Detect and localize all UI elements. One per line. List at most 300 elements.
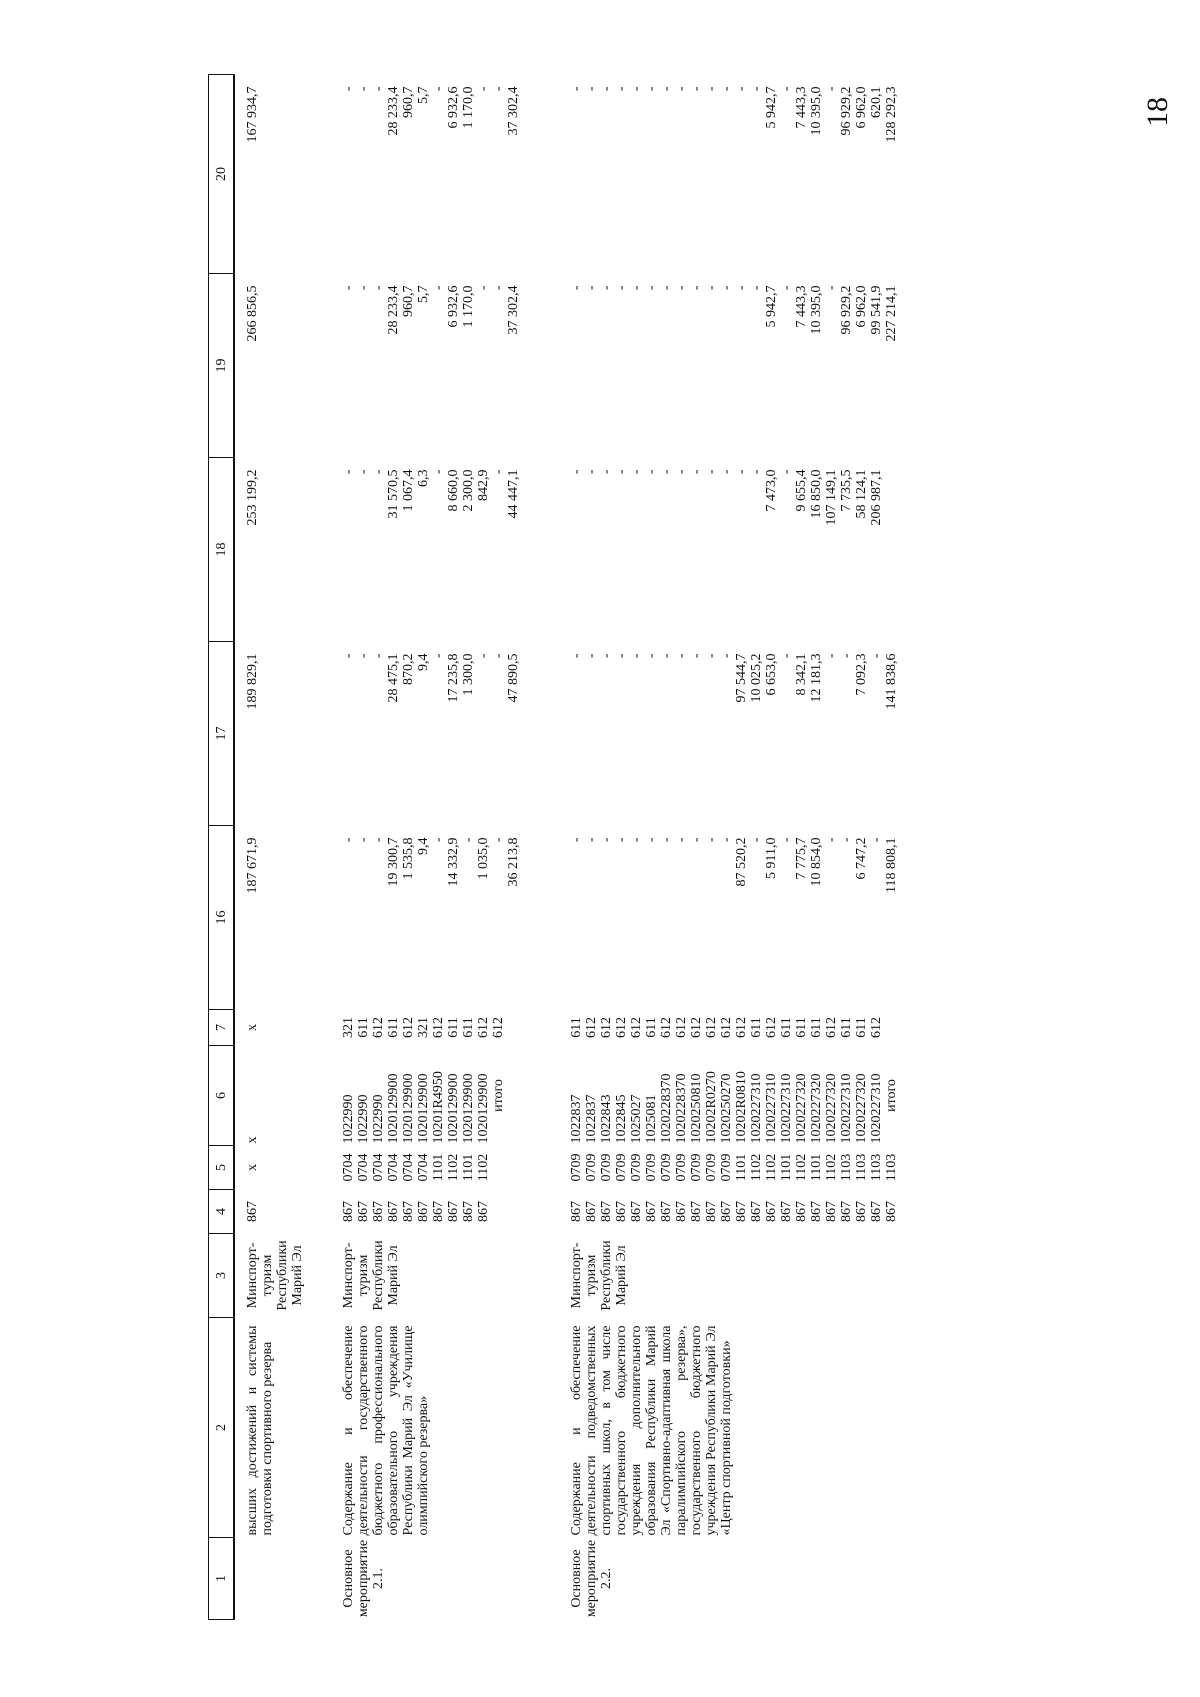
column-header-19: 19	[209, 274, 235, 458]
cell-line: 1020228370	[659, 1073, 674, 1144]
cell-line: 10 395,0	[809, 86, 824, 136]
table-row	[565, 75, 899, 1620]
cell-line: 1022990	[371, 1094, 386, 1144]
cell-line: 867	[689, 1201, 704, 1222]
cell-line: 867	[719, 1201, 734, 1222]
cell-line: итого	[884, 1079, 899, 1112]
cell-line: 0704	[416, 1153, 431, 1182]
cell-line: -	[869, 653, 884, 659]
cell-line: -	[644, 469, 659, 475]
cell-col-18	[234, 458, 337, 642]
cell-line: 12 181,3	[809, 653, 824, 703]
cell-line: 612	[704, 1017, 719, 1038]
column-header-1: 1	[209, 1538, 235, 1620]
cell-line: -	[431, 469, 446, 475]
cell-line: -	[584, 837, 599, 843]
cell-line: -	[341, 86, 356, 92]
cell-line: -	[584, 653, 599, 659]
cell-line: -	[569, 285, 584, 291]
cell-line: 96 929,2	[839, 285, 854, 335]
cell-line: 0709	[659, 1153, 674, 1182]
cell-line: 867	[644, 1201, 659, 1222]
column-header-7: 7	[209, 1010, 235, 1046]
cell-line: 2 300,0	[461, 469, 476, 512]
cell-line: 611	[749, 1017, 764, 1038]
cell-line: 1022837	[584, 1094, 599, 1144]
cell-line: 1 170,0	[461, 285, 476, 328]
cell-line: 611	[809, 1017, 824, 1038]
cell-line: 37 302,4	[506, 285, 521, 335]
cell-line: 1 300,0	[461, 653, 476, 696]
cell-line: 28 475,1	[386, 653, 401, 703]
cell-line: 1102	[446, 1153, 461, 1182]
cell-line: -	[476, 285, 491, 291]
cell-col-1: Основное мероприятие 2.1.	[341, 1539, 386, 1618]
cell-line: 7 443,3	[794, 285, 809, 328]
cell-line: 1101	[734, 1153, 749, 1182]
cell-col-5	[337, 1146, 565, 1190]
cell-line: 867	[704, 1201, 719, 1222]
cell-line: 0709	[584, 1153, 599, 1182]
cell-line: 870,2	[401, 653, 416, 685]
cell-line: 612	[764, 1017, 779, 1038]
cell-line: 612	[629, 1017, 644, 1038]
cell-line: 16 850,0	[809, 469, 824, 519]
cell-line: 611	[569, 1017, 584, 1038]
cell-col-16	[234, 826, 337, 1010]
cell-line: -	[476, 86, 491, 92]
cell-line: -	[371, 285, 386, 291]
page-number: 18	[1141, 97, 1174, 127]
cell-line: -	[719, 86, 734, 92]
cell-line: 1101	[461, 1153, 476, 1182]
cell-line: -	[599, 653, 614, 659]
cell-line: -	[734, 86, 749, 92]
cell-line: 47 890,5	[506, 653, 521, 703]
column-header-2: 2	[209, 1318, 235, 1538]
cell-line: 0709	[599, 1153, 614, 1182]
cell-line: 14 332,9	[446, 837, 461, 887]
cell-line: 867	[431, 1201, 446, 1222]
cell-line: х	[245, 1164, 260, 1171]
cell-line: 17 235,8	[446, 653, 461, 703]
cell-line: 867	[869, 1201, 884, 1222]
cell-line: -	[719, 469, 734, 475]
cell-line: 0709	[644, 1153, 659, 1182]
cell-line: 612	[719, 1017, 734, 1038]
cell-line: -	[704, 653, 719, 659]
column-header-16: 16	[209, 826, 235, 1010]
cell-line: -	[824, 653, 839, 659]
cell-line: -	[749, 285, 764, 291]
cell-line: -	[734, 469, 749, 475]
cell-line: 960,7	[401, 285, 416, 317]
cell-line: -	[356, 469, 371, 475]
cell-line: 6 747,2	[854, 837, 869, 880]
cell-col-17	[337, 642, 565, 826]
cell-line: 611	[386, 1017, 401, 1038]
cell-line: -	[734, 285, 749, 291]
cell-col-3: Минспорт-туризм Республики Марий Эл	[341, 1240, 401, 1311]
cell-line: 1020227320	[794, 1073, 809, 1144]
cell-line: 1103	[839, 1153, 854, 1182]
cell-line: 611	[644, 1017, 659, 1038]
cell-line: 6,3	[416, 469, 431, 487]
cell-line: 612	[476, 1017, 491, 1038]
cell-line: -	[659, 469, 674, 475]
cell-line: 31 570,5	[386, 469, 401, 519]
cell-line: 1020129900	[476, 1073, 491, 1144]
cell-line: 107 149,1	[824, 469, 839, 526]
cell-line: 1102	[824, 1153, 839, 1182]
cell-line: -	[371, 837, 386, 843]
cell-line: итого	[491, 1079, 506, 1112]
cell-line: -	[629, 653, 644, 659]
cell-col-6	[565, 1046, 899, 1146]
cell-line: -	[659, 86, 674, 92]
column-header-6: 6	[209, 1046, 235, 1146]
column-header-3: 3	[209, 1234, 235, 1318]
cell-line: -	[689, 285, 704, 291]
table-body	[234, 75, 899, 1620]
cell-line: 99 541,9	[869, 285, 884, 335]
cell-col-4	[337, 1190, 565, 1234]
header-row	[209, 75, 235, 1620]
cell-line: 28 233,4	[386, 86, 401, 136]
cell-line: 321	[341, 1017, 356, 1038]
cell-line: 620,1	[869, 86, 884, 118]
cell-line: -	[476, 653, 491, 659]
cell-line: 128 292,3	[884, 86, 899, 143]
cell-line: -	[674, 653, 689, 659]
cell-line: 611	[356, 1017, 371, 1038]
cell-col-5	[565, 1146, 899, 1190]
cell-line: 0709	[614, 1153, 629, 1182]
cell-line: -	[569, 837, 584, 843]
cell-line: 10 025,2	[749, 653, 764, 703]
cell-line: 10201R4950	[431, 1071, 446, 1144]
cell-line: -	[719, 837, 734, 843]
cell-line: 0709	[719, 1153, 734, 1182]
cell-line: -	[644, 285, 659, 291]
cell-line: 611	[794, 1017, 809, 1038]
cell-col-20	[565, 75, 899, 274]
cell-line: 842,9	[476, 469, 491, 501]
cell-line: -	[779, 653, 794, 659]
cell-line: 1020129900	[446, 1073, 461, 1144]
cell-line: 1102	[749, 1153, 764, 1182]
cell-line: 867	[584, 1201, 599, 1222]
cell-line: 7 775,7	[794, 837, 809, 880]
cell-line: 1 035,0	[476, 837, 491, 880]
cell-line: -	[431, 653, 446, 659]
cell-line: 612	[674, 1017, 689, 1038]
cell-line: 867	[461, 1201, 476, 1222]
cell-line: -	[356, 653, 371, 659]
cell-line: 1022843	[599, 1094, 614, 1144]
cell-line: 867	[794, 1201, 809, 1222]
cell-line: 611	[446, 1017, 461, 1038]
cell-line: -	[689, 837, 704, 843]
cell-line: -	[704, 285, 719, 291]
cell-line: 1020227310	[779, 1073, 794, 1144]
cell-line: 867	[446, 1201, 461, 1222]
cell-line: 867	[245, 1201, 260, 1222]
cell-line: 612	[401, 1017, 416, 1038]
cell-line: -	[689, 469, 704, 475]
cell-line: -	[674, 469, 689, 475]
table-row	[337, 75, 565, 1620]
cell-line: 867	[734, 1201, 749, 1222]
cell-line: 867	[614, 1201, 629, 1222]
cell-line: 1020227310	[839, 1073, 854, 1144]
cell-line: 1022990	[341, 1094, 356, 1144]
cell-col-7	[234, 1010, 337, 1046]
cell-col-19	[565, 274, 899, 458]
cell-line: 1020250810	[689, 1073, 704, 1144]
cell-line: -	[614, 86, 629, 92]
cell-line: -	[599, 837, 614, 843]
cell-line: -	[584, 86, 599, 92]
cell-line: -	[674, 86, 689, 92]
cell-line: -	[341, 469, 356, 475]
cell-line: 1025081	[644, 1094, 659, 1144]
cell-line: -	[644, 837, 659, 843]
cell-col-2: Содержание и обеспечение деятельности подведомственных спортивных школ, в том числе государственного бюджетного учреждения дополнительного образования Республики Марий Эл «Спортивно-адаптивная школа паралимпийского резерва», государственного бюджетного учреждения Республики Марий Эл «Центр спортивной подготовки»	[569, 1325, 734, 1536]
cell-line: 10202R0270	[704, 1071, 719, 1144]
cell-line: 0709	[674, 1153, 689, 1182]
cell-line: -	[839, 653, 854, 659]
cell-line: 187 671,9	[245, 837, 260, 894]
cell-line: 611	[779, 1017, 794, 1038]
cell-line: -	[644, 86, 659, 92]
cell-line: 611	[854, 1017, 869, 1038]
cell-col-19	[234, 274, 337, 458]
cell-line: -	[629, 285, 644, 291]
cell-col-18	[337, 458, 565, 642]
cell-line: 1022837	[569, 1094, 584, 1144]
cell-line: -	[614, 837, 629, 843]
cell-line: -	[689, 86, 704, 92]
cell-col-17	[234, 642, 337, 826]
cell-line: 1101	[809, 1153, 824, 1182]
cell-line: 1101	[779, 1153, 794, 1182]
cell-line: 1020250270	[719, 1073, 734, 1144]
cell-line: 227 214,1	[884, 285, 899, 342]
cell-line: 612	[491, 1017, 506, 1038]
cell-line: 867	[401, 1201, 416, 1222]
cell-line: -	[431, 285, 446, 291]
cell-line: -	[431, 837, 446, 843]
cell-line: -	[719, 285, 734, 291]
cell-col-4	[565, 1190, 899, 1234]
cell-line: 7 092,3	[854, 653, 869, 696]
cell-line: 612	[584, 1017, 599, 1038]
cell-line: 0704	[371, 1153, 386, 1182]
cell-col-16	[337, 826, 565, 1010]
cell-line: 7 473,0	[764, 469, 779, 512]
cell-line: 1102	[764, 1153, 779, 1182]
cell-line: -	[704, 469, 719, 475]
cell-line: 0704	[341, 1153, 356, 1182]
cell-line: -	[371, 469, 386, 475]
cell-line: -	[674, 285, 689, 291]
cell-line: 867	[659, 1201, 674, 1222]
cell-line: 612	[371, 1017, 386, 1038]
cell-line: 5 911,0	[764, 837, 779, 879]
cell-line: 1020227310	[764, 1073, 779, 1144]
cell-line: 6 932,6	[446, 285, 461, 328]
cell-col-19	[337, 274, 565, 458]
cell-col-3: Минспорт-туризм Республики Марий Эл	[569, 1240, 629, 1311]
cell-line: -	[491, 469, 506, 475]
cell-line: 87 520,2	[734, 837, 749, 887]
cell-line: 6 932,6	[446, 86, 461, 129]
cell-line: -	[614, 469, 629, 475]
cell-line: 1020228370	[674, 1073, 689, 1144]
cell-line: 1103	[884, 1153, 899, 1182]
cell-line: 58 124,1	[854, 469, 869, 519]
cell-line: -	[614, 653, 629, 659]
cell-line: 1103	[869, 1153, 884, 1182]
cell-line: -	[356, 837, 371, 843]
cell-line: -	[824, 837, 839, 843]
cell-line: -	[569, 86, 584, 92]
cell-line: х	[245, 1024, 260, 1031]
cell-line: -	[659, 653, 674, 659]
cell-line: 9 655,4	[794, 469, 809, 512]
cell-line: 1020129900	[461, 1073, 476, 1144]
cell-col-6	[337, 1046, 565, 1146]
cell-line: -	[779, 837, 794, 843]
cell-line: -	[356, 285, 371, 291]
cell-line: 321	[416, 1017, 431, 1038]
cell-line: 867	[674, 1201, 689, 1222]
cell-line: 960,7	[401, 86, 416, 118]
cell-line: 611	[461, 1017, 476, 1038]
cell-line: 8 660,0	[446, 469, 461, 512]
cell-line: -	[431, 86, 446, 92]
table-row	[234, 75, 337, 1620]
cell-col-4	[234, 1190, 337, 1234]
cell-line: 9,4	[416, 837, 431, 855]
cell-line: -	[629, 837, 644, 843]
cell-col-1	[234, 1538, 337, 1620]
cell-line: -	[659, 837, 674, 843]
cell-line: 1020227310	[869, 1073, 884, 1144]
cell-line: 1025027	[629, 1094, 644, 1144]
column-header-20: 20	[209, 75, 235, 274]
cell-line: -	[749, 469, 764, 475]
cell-line: 867	[839, 1201, 854, 1222]
cell-col-17	[565, 642, 899, 826]
cell-line: 0709	[704, 1153, 719, 1182]
cell-line: -	[659, 285, 674, 291]
cell-line: 867	[386, 1201, 401, 1222]
cell-col-16	[565, 826, 899, 1010]
cell-line: -	[461, 837, 476, 843]
cell-line: 19 300,7	[386, 837, 401, 887]
cell-line: 1101	[431, 1153, 446, 1182]
cell-line: -	[629, 469, 644, 475]
cell-line: 867	[476, 1201, 491, 1222]
cell-line: -	[584, 469, 599, 475]
cell-line: 1 067,4	[401, 469, 416, 512]
cell-line: -	[839, 837, 854, 843]
cell-line: 1020227310	[749, 1073, 764, 1144]
cell-line: -	[614, 285, 629, 291]
cell-line: 867	[884, 1201, 899, 1222]
cell-col-20	[234, 75, 337, 274]
cell-line: 5 942,7	[764, 86, 779, 129]
cell-line: -	[719, 653, 734, 659]
cell-col-20	[337, 75, 565, 274]
rotated-table-container	[208, 75, 1200, 1620]
cell-line: 37 302,4	[506, 86, 521, 136]
cell-line: х	[245, 1136, 260, 1144]
cell-col-2: Содержание и обеспечение деятельности государственного бюджетного профессионального образовательного учреждения Республики Марий Эл «Училище олимпийского резерва»	[341, 1325, 431, 1536]
cell-line: -	[341, 653, 356, 659]
cell-line: -	[341, 837, 356, 843]
cell-line: 189 829,1	[245, 653, 260, 710]
cell-line: -	[491, 653, 506, 659]
cell-line: 1 170,0	[461, 86, 476, 129]
cell-line: 44 447,1	[506, 469, 521, 519]
cell-line: 266 856,5	[245, 285, 260, 342]
cell-line: -	[779, 285, 794, 291]
cell-line: 0709	[629, 1153, 644, 1182]
cell-line: 1 535,8	[401, 837, 416, 880]
cell-line: 141 838,6	[884, 653, 899, 710]
cell-line: 0704	[401, 1153, 416, 1182]
cell-line: 612	[431, 1017, 446, 1038]
cell-line: -	[599, 86, 614, 92]
cell-line: 612	[734, 1017, 749, 1038]
column-header-17: 17	[209, 642, 235, 826]
cell-line: 867	[809, 1201, 824, 1222]
cell-col-2: высших достижений и системы подготовки спортивного резерва	[245, 1325, 275, 1536]
cell-line: 867	[824, 1201, 839, 1222]
cell-line: -	[371, 653, 386, 659]
cell-line: 0704	[386, 1153, 401, 1182]
cell-line: -	[749, 837, 764, 843]
cell-line: 6 962,0	[854, 285, 869, 328]
budget-table	[208, 74, 899, 1620]
cell-line: -	[356, 86, 371, 92]
cell-line: -	[491, 285, 506, 291]
cell-line: 10 854,0	[809, 837, 824, 887]
cell-line: 206 987,1	[869, 469, 884, 526]
column-header-18: 18	[209, 458, 235, 642]
cell-line: -	[674, 837, 689, 843]
cell-line: 867	[416, 1201, 431, 1222]
cell-line: -	[569, 653, 584, 659]
cell-line: 10 395,0	[809, 285, 824, 335]
cell-line: -	[341, 285, 356, 291]
column-header-5: 5	[209, 1146, 235, 1190]
cell-col-1: Основное мероприятие 2.2.	[569, 1539, 614, 1618]
cell-line: 9,4	[416, 653, 431, 671]
cell-line: -	[491, 86, 506, 92]
cell-line: 867	[371, 1201, 386, 1222]
cell-line: 867	[341, 1201, 356, 1222]
cell-line: 253 199,2	[245, 469, 260, 526]
cell-line: 612	[659, 1017, 674, 1038]
cell-line: 867	[854, 1201, 869, 1222]
cell-line: 36 213,8	[506, 837, 521, 887]
cell-col-5	[234, 1146, 337, 1190]
cell-line: 1022845	[614, 1094, 629, 1144]
